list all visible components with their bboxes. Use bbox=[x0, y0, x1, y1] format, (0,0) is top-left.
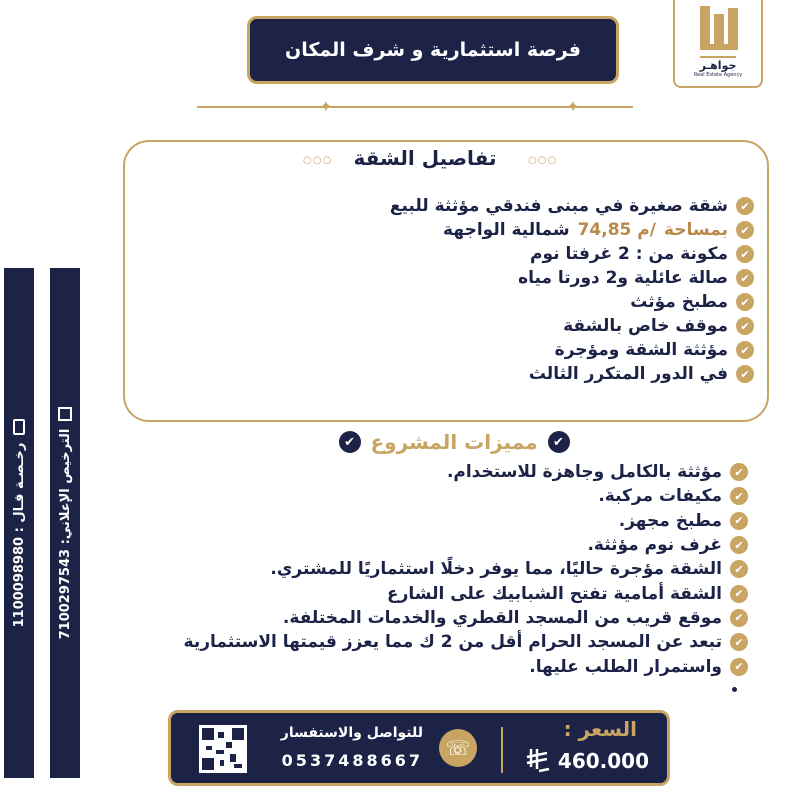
check-icon: ✔ bbox=[736, 317, 754, 335]
list-item: ✔ موقع قريب من المسجد القطري والخدمات المختلفة. bbox=[184, 606, 748, 630]
price-value: 460.000 bbox=[557, 749, 649, 773]
check-icon: ✔ bbox=[730, 512, 748, 530]
details-list bbox=[390, 194, 754, 386]
list-item: ✔ شقة صغيرة في مبنى فندقي مؤثثة للبيع bbox=[390, 194, 754, 218]
check-icon: ✔ bbox=[736, 197, 754, 215]
sparkle-icon: ✦ bbox=[319, 97, 333, 116]
check-circle-icon: ✔ bbox=[548, 431, 570, 453]
contact-label: للتواصل والاستفسار bbox=[280, 725, 423, 741]
footer-bar bbox=[168, 710, 670, 786]
list-item: ✔ مؤثثة بالكامل وجاهزة للاستخدام. bbox=[184, 460, 748, 484]
fal-license-text: رخـصـة فـال : 1100098980 bbox=[11, 442, 27, 628]
list-item: ✔ واستمرار الطلب عليها. bbox=[184, 654, 748, 678]
sparkle-icon: ✦ bbox=[566, 97, 580, 116]
check-icon: ✔ bbox=[730, 658, 748, 676]
logo-name: جواهـر bbox=[700, 56, 737, 72]
check-icon: ✔ bbox=[730, 463, 748, 481]
id-card-icon bbox=[13, 419, 25, 435]
list-item: ✔ غرف نوم مؤثثة. bbox=[184, 533, 748, 557]
features-list bbox=[184, 460, 748, 679]
price-label: السعر : bbox=[563, 717, 637, 741]
list-item: ✔ موقف خاص بالشقة bbox=[390, 314, 754, 338]
list-item: ✔ الشقة مؤجرة حاليًا، مما يوفر دخلًا استثماريًا للمشتري. bbox=[184, 557, 748, 581]
logo-mark-icon bbox=[696, 6, 740, 54]
check-icon: ✔ bbox=[730, 633, 748, 651]
area-value: 74,85 م/ bbox=[577, 220, 656, 240]
area-prefix: بمساحة bbox=[663, 220, 728, 240]
company-logo bbox=[673, 0, 763, 88]
check-icon: ✔ bbox=[730, 585, 748, 603]
bullet-dot bbox=[732, 687, 737, 692]
list-item: ✔ مكونة من : 2 غرفتا نوم bbox=[390, 242, 754, 266]
list-item: ✔ مكيفات مركبة. bbox=[184, 484, 748, 508]
features-heading-text: مميزات المشروع bbox=[370, 430, 538, 454]
check-icon: ✔ bbox=[736, 221, 754, 239]
list-item: ✔ مطبخ مجهز. bbox=[184, 509, 748, 533]
phone-icon: ☏ bbox=[439, 729, 477, 767]
ad-license-bar bbox=[50, 268, 80, 778]
check-icon: ✔ bbox=[736, 245, 754, 263]
page-title: فرصة استثمارية و شرف المكان bbox=[247, 16, 619, 84]
details-heading: تفاصيل الشقة bbox=[340, 146, 510, 174]
list-item: ✔ صالة عائلية و2 دورتا مياه bbox=[390, 266, 754, 290]
list-item: ✔ تبعد عن المسجد الحرام أقل من 2 ك مما يعزز قيمتها الاستثمارية bbox=[184, 630, 748, 654]
list-item: ✔ مطبخ مؤثث bbox=[390, 290, 754, 314]
check-icon: ✔ bbox=[730, 560, 748, 578]
list-item bbox=[390, 218, 754, 242]
check-circle-icon: ✔ bbox=[339, 431, 361, 453]
check-icon: ✔ bbox=[736, 365, 754, 383]
features-heading bbox=[330, 426, 578, 458]
fal-license-bar bbox=[4, 268, 34, 778]
logo-tagline: Real Estate Agency bbox=[693, 72, 743, 78]
qr-code[interactable] bbox=[199, 725, 247, 773]
check-icon: ✔ bbox=[736, 341, 754, 359]
dots-decoration: ○○○ bbox=[528, 155, 558, 166]
footer-separator bbox=[501, 727, 503, 773]
phone-number[interactable]: 0537488667 bbox=[281, 751, 423, 770]
license-icon bbox=[58, 407, 72, 421]
check-icon: ✔ bbox=[736, 293, 754, 311]
list-item: ✔ في الدور المتكرر الثالث bbox=[390, 362, 754, 386]
riyal-currency-icon bbox=[525, 747, 551, 773]
check-icon: ✔ bbox=[730, 536, 748, 554]
check-icon: ✔ bbox=[736, 269, 754, 287]
check-icon: ✔ bbox=[730, 487, 748, 505]
dots-decoration: ○○○ bbox=[303, 155, 333, 166]
list-item: ✔ الشقة أمامية تفتح الشبابيك على الشارع bbox=[184, 581, 748, 605]
area-suffix: شمالية الواجهة bbox=[443, 220, 570, 240]
ad-license-text: الترخيص الإعلاني: 7100297543 bbox=[57, 428, 73, 640]
list-item: ✔ مؤثثة الشقة ومؤجرة bbox=[390, 338, 754, 362]
check-icon: ✔ bbox=[730, 609, 748, 627]
